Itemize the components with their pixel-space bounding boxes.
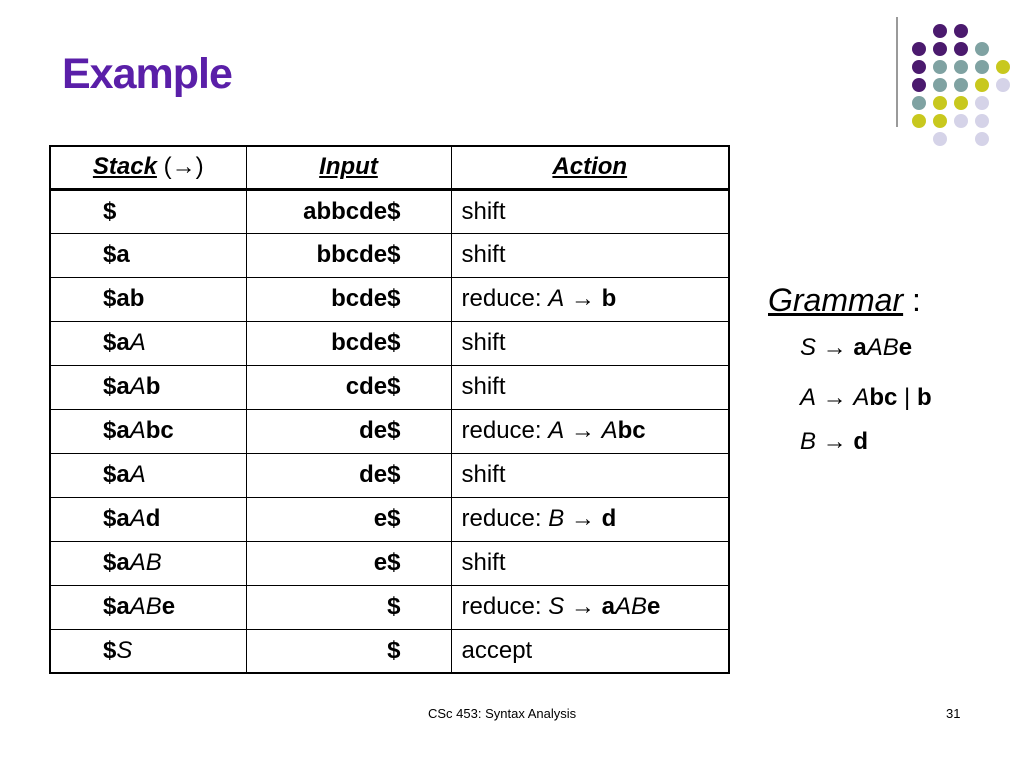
decorative-dot bbox=[996, 60, 1010, 74]
decorative-dot bbox=[933, 60, 947, 74]
input-cell: bcde$ bbox=[246, 321, 451, 365]
action-segment: accept bbox=[461, 636, 533, 664]
action-cell bbox=[451, 233, 729, 277]
action-segment: A bbox=[548, 417, 565, 444]
table-row bbox=[50, 321, 729, 365]
grammar-rule bbox=[800, 384, 932, 412]
action-segment: A bbox=[548, 285, 565, 312]
decorative-dot bbox=[975, 78, 989, 92]
input-cell: de$ bbox=[246, 453, 451, 497]
action-segment: b bbox=[601, 285, 617, 312]
stack-cell bbox=[50, 277, 246, 321]
decorative-dot bbox=[933, 114, 947, 128]
table-row bbox=[50, 585, 729, 629]
stack-segment: A bbox=[129, 329, 146, 356]
action-segment: → bbox=[564, 505, 602, 532]
stack-segment: $a bbox=[103, 241, 130, 268]
action-segment: reduce: bbox=[461, 285, 549, 312]
grammar-heading bbox=[768, 282, 921, 319]
stack-segment: A bbox=[129, 461, 146, 488]
footer-page-number: 31 bbox=[946, 706, 961, 721]
decorative-dot bbox=[954, 114, 968, 128]
stack-segment: A bbox=[129, 373, 146, 400]
decorative-dot bbox=[912, 114, 926, 128]
action-cell bbox=[451, 189, 729, 233]
action-segment: shift bbox=[461, 461, 506, 488]
rule-segment: | bbox=[897, 384, 917, 411]
stack-cell bbox=[50, 189, 246, 233]
grammar-colon: : bbox=[903, 282, 921, 318]
footer-course-title: CSc 453: Syntax Analysis bbox=[428, 706, 577, 721]
stack-cell bbox=[50, 497, 246, 541]
stack-segment: e bbox=[161, 593, 176, 620]
stack-segment: $ab bbox=[103, 285, 145, 312]
stack-segment: $a bbox=[103, 417, 130, 444]
grammar-panel bbox=[768, 282, 932, 455]
stack-segment: $a bbox=[103, 373, 130, 400]
action-cell bbox=[451, 541, 729, 585]
stack-segment: b bbox=[145, 373, 161, 400]
stack-header-arrow: (→) bbox=[156, 153, 204, 181]
action-segment: A bbox=[601, 417, 618, 444]
grammar-rule bbox=[800, 428, 868, 456]
action-segment: bc bbox=[617, 417, 646, 444]
decorative-dot bbox=[975, 42, 989, 56]
stack-segment: $ bbox=[103, 197, 117, 225]
action-cell bbox=[451, 321, 729, 365]
stack-segment: $a bbox=[103, 461, 130, 488]
action-segment: shift bbox=[461, 549, 506, 576]
stack-cell bbox=[50, 629, 246, 673]
stack-segment: A bbox=[129, 417, 146, 444]
table-row bbox=[50, 409, 729, 453]
rule-segment: A bbox=[800, 384, 817, 411]
rule-segment: d bbox=[853, 428, 869, 455]
grammar-rule bbox=[800, 334, 912, 362]
action-segment: AB bbox=[614, 593, 647, 620]
action-segment: shift bbox=[461, 241, 506, 268]
input-cell: $ bbox=[246, 585, 451, 629]
decorative-dot bbox=[975, 60, 989, 74]
action-cell bbox=[451, 629, 729, 673]
decorative-dot bbox=[954, 24, 968, 38]
decorative-dot bbox=[912, 42, 926, 56]
rule-segment: b bbox=[916, 384, 932, 411]
input-cell: de$ bbox=[246, 409, 451, 453]
action-segment: e bbox=[646, 593, 661, 620]
rule-segment: A bbox=[853, 384, 870, 411]
rule-segment: B bbox=[800, 428, 817, 455]
stack-segment: S bbox=[116, 636, 133, 664]
action-segment: shift bbox=[461, 373, 506, 400]
rule-segment: bc bbox=[869, 384, 898, 411]
action-segment: shift bbox=[461, 197, 506, 225]
parse-table bbox=[49, 145, 730, 674]
decorative-dot bbox=[954, 42, 968, 56]
action-segment: reduce: bbox=[461, 417, 549, 444]
action-cell bbox=[451, 409, 729, 453]
decorative-dot bbox=[975, 132, 989, 146]
action-cell bbox=[451, 453, 729, 497]
table-row bbox=[50, 629, 729, 673]
stack-cell bbox=[50, 365, 246, 409]
input-cell: bbcde$ bbox=[246, 233, 451, 277]
table-row bbox=[50, 277, 729, 321]
stack-segment: AB bbox=[129, 549, 162, 576]
action-segment: shift bbox=[461, 329, 506, 356]
action-segment: S bbox=[548, 593, 565, 620]
stack-segment: A bbox=[129, 505, 146, 532]
table-row bbox=[50, 541, 729, 585]
decorative-dot bbox=[933, 132, 947, 146]
decorative-dot bbox=[954, 96, 968, 110]
decorative-dot bbox=[912, 96, 926, 110]
decorative-divider bbox=[896, 17, 898, 127]
rule-segment: → bbox=[816, 334, 854, 361]
rule-segment: → bbox=[816, 428, 854, 455]
rule-segment: AB bbox=[866, 334, 899, 361]
action-segment: reduce: bbox=[461, 593, 549, 620]
table-row bbox=[50, 365, 729, 409]
grammar-label: Grammar bbox=[768, 282, 904, 318]
decorative-dot bbox=[933, 78, 947, 92]
action-header-label: Action bbox=[552, 153, 628, 181]
input-cell: e$ bbox=[246, 541, 451, 585]
input-cell: e$ bbox=[246, 497, 451, 541]
table-row bbox=[50, 233, 729, 277]
rule-segment: a bbox=[853, 334, 867, 361]
column-header-action bbox=[451, 146, 729, 189]
decorative-dot bbox=[996, 78, 1010, 92]
stack-segment: bc bbox=[145, 417, 174, 444]
stack-segment: $ bbox=[103, 636, 117, 664]
decorative-dot bbox=[912, 60, 926, 74]
table-row bbox=[50, 497, 729, 541]
action-cell bbox=[451, 277, 729, 321]
action-cell bbox=[451, 365, 729, 409]
decorative-dot bbox=[954, 78, 968, 92]
table-header-row bbox=[50, 146, 729, 189]
stack-segment: $a bbox=[103, 505, 130, 532]
input-cell: cde$ bbox=[246, 365, 451, 409]
stack-segment: $a bbox=[103, 329, 130, 356]
table-row bbox=[50, 189, 729, 233]
action-segment: reduce: bbox=[461, 505, 549, 532]
decorative-dot bbox=[933, 24, 947, 38]
decorative-dot bbox=[912, 78, 926, 92]
stack-cell bbox=[50, 409, 246, 453]
column-header-input bbox=[246, 146, 451, 189]
decorative-dot bbox=[933, 96, 947, 110]
action-segment: → bbox=[564, 593, 602, 620]
action-segment: → bbox=[564, 285, 602, 312]
stack-segment: $a bbox=[103, 593, 130, 620]
stack-header-label: Stack bbox=[92, 153, 157, 181]
decorative-dot bbox=[933, 42, 947, 56]
input-header-label: Input bbox=[319, 153, 378, 181]
rule-segment: e bbox=[898, 334, 913, 361]
input-cell: $ bbox=[246, 629, 451, 673]
decorative-dot bbox=[975, 96, 989, 110]
rule-segment: S bbox=[800, 334, 817, 361]
action-segment: d bbox=[601, 505, 617, 532]
stack-segment: d bbox=[145, 505, 161, 532]
column-header-stack bbox=[50, 146, 246, 189]
stack-cell bbox=[50, 321, 246, 365]
action-segment: B bbox=[548, 505, 565, 532]
action-cell bbox=[451, 497, 729, 541]
stack-cell bbox=[50, 453, 246, 497]
rule-segment: → bbox=[816, 384, 854, 411]
table-row bbox=[50, 453, 729, 497]
stack-cell bbox=[50, 233, 246, 277]
action-segment: → bbox=[564, 417, 602, 444]
stack-segment: AB bbox=[129, 593, 162, 620]
stack-segment: $a bbox=[103, 549, 130, 576]
stack-cell bbox=[50, 585, 246, 629]
slide-title: Example bbox=[62, 50, 232, 98]
input-cell: bcde$ bbox=[246, 277, 451, 321]
decorative-dot bbox=[954, 60, 968, 74]
stack-cell bbox=[50, 541, 246, 585]
input-cell: abbcde$ bbox=[246, 189, 451, 233]
decorative-dot bbox=[975, 114, 989, 128]
action-cell bbox=[451, 585, 729, 629]
action-segment: a bbox=[601, 593, 615, 620]
